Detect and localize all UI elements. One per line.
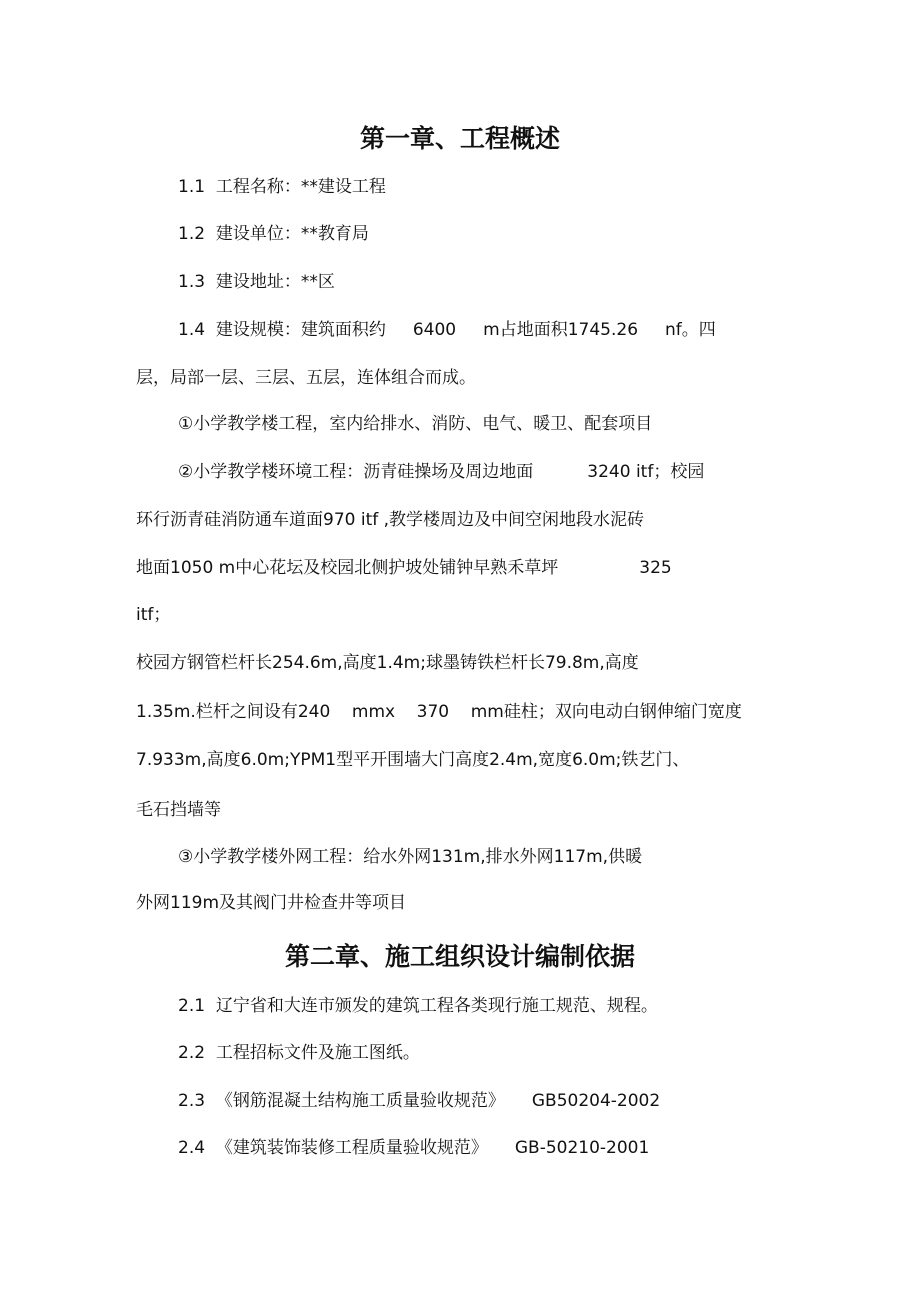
scope-item-3-line-2: 外网119m及其阀门井检查井等项目 [136,893,407,913]
item-1-1: 1.1 工程名称：**建设工程 [178,177,386,197]
item-1-4: 1.4 建设规模：建筑面积约 6400 m占地面积1745.26 nf。四 [178,320,716,340]
chapter2-title: 第二章、施工组织设计编制依据 [284,942,635,971]
item-2-2: 2.2 工程招标文件及施工图纸。 [178,1043,420,1063]
item-2-4: 2.4 《建筑装饰装修工程质量验收规范》 GB-50210-2001 [178,1138,650,1158]
chapter1-title: 第一章、工程概述 [359,124,560,153]
item-2-3: 2.3 《钢筋混凝土结构施工质量验收规范》 GB50204-2002 [178,1091,661,1111]
item-1-2: 1.2 建设单位：**教育局 [178,224,369,244]
scope-item-2-line-6: 1.35m.栏杆之间设有240 mmx 370 mm硅柱；双向电动白钢伸缩门宽度 [136,702,742,722]
scope-item-2: ②小学教学楼环境工程：沥青硅操场及周边地面 3240 itf；校园 [178,462,705,482]
scope-item-2-line-8: 毛石挡墙等 [136,800,221,820]
scope-item-2-line-3: 地面1050 m中心花坛及校园北侧护坡处铺钟早熟禾草坪 325 [136,558,672,578]
scope-item-2-line-2: 环行沥青硅消防通车道面970 itf ,教学楼周边及中间空闲地段水泥砖 [136,510,645,530]
scope-item-2-line-5: 校园方钢管栏杆长254.6m,高度1.4m;球墨铸铁栏杆长79.8m,高度 [136,653,639,673]
item-2-1: 2.1 辽宁省和大连市颁发的建筑工程各类现行施工规范、规程。 [178,996,658,1016]
scope-item-2-line-4: itf； [136,605,171,625]
item-1-3: 1.3 建设地址：**区 [178,272,335,292]
item-1-4-continued: 层，局部一层、三层、五层，连体组合而成。 [136,368,476,388]
scope-item-3: ③小学教学楼外网工程：给水外网131m,排水外网117m,供暖 [178,847,643,867]
scope-item-1: ①小学教学楼工程，室内给排水、消防、电气、暖卫、配套项目 [178,414,653,434]
scope-item-2-line-7: 7.933m,高度6.0m;YPM1型平开围墙大门高度2.4m,宽度6.0m;铁艺门、 [136,750,690,770]
